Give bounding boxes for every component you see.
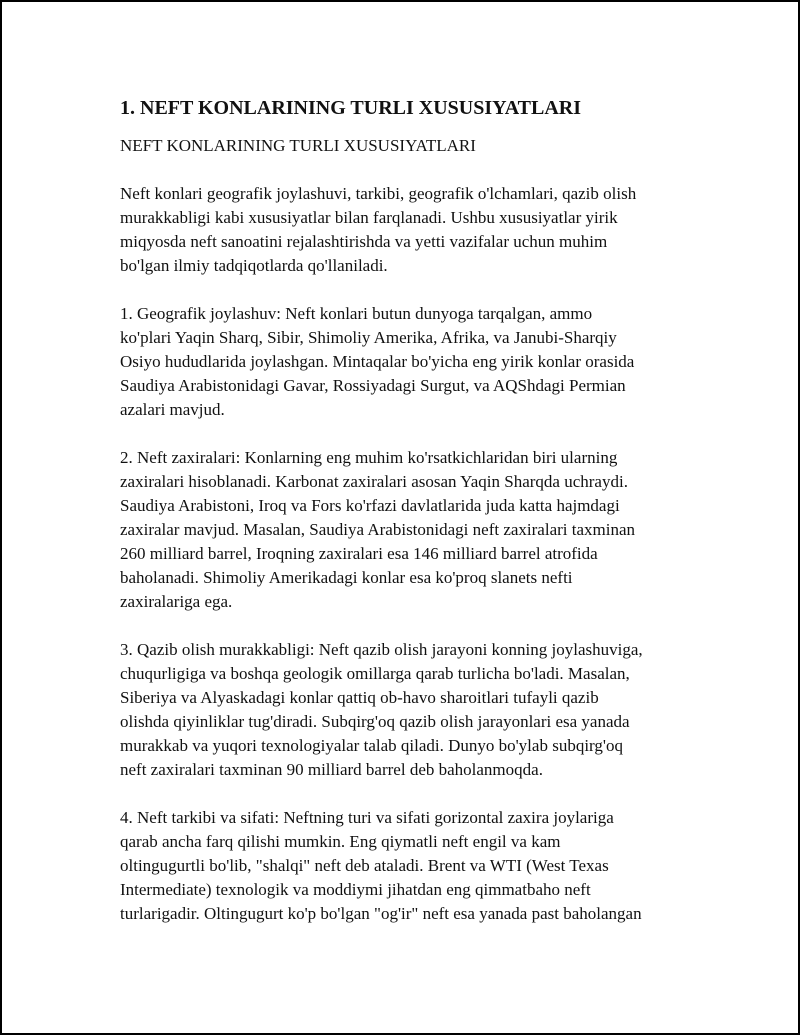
paragraph-line: ko'plari Yaqin Sharq, Sibir, Shimoliy Amerika, Afrika, va Janubi-Sharqiy (120, 328, 617, 347)
paragraph-line: Neft konlari geografik joylashuvi, tarkibi, geografik o'lchamlari, qazib olish (120, 184, 637, 203)
paragraph-line: murakkabligi kabi xususiyatlar bilan farqlanadi. Ushbu xususiyatlar yirik (120, 208, 618, 227)
paragraph-line: neft zaxiralari taxminan 90 milliard barrel deb baholanmoqda. (120, 760, 543, 779)
paragraph-composition (120, 806, 700, 926)
paragraph-line: chuqurligiga va boshqa geologik omillarga qarab turlicha bo'ladi. Masalan, (120, 664, 630, 683)
paragraph-line: zaxiralar mavjud. Masalan, Saudiya Arabistonidagi neft zaxiralari taxminan (120, 520, 636, 539)
paragraph-line: olishda qiyinliklar tug'diradi. Subqirg'oq qazib olish jarayonlari esa yanada (120, 712, 630, 731)
paragraph-line: bo'lgan ilmiy tadqiqotlarda qo'llaniladi. (120, 256, 388, 275)
paragraph-geography (120, 302, 700, 422)
paragraph-line: baholanadi. Shimoliy Amerikadagi konlar esa ko'proq slanets nefti (120, 568, 573, 587)
paragraph-line: azalari mavjud. (120, 400, 225, 419)
paragraph-line: qarab ancha farq qilishi mumkin. Eng qiymatli neft engil va kam (120, 832, 561, 851)
paragraph-line: oltingugurtli bo'lib, "shalqi" neft deb ataladi. Brent va WTI (West Texas (120, 856, 609, 875)
paragraph-line: 4. Neft tarkibi va sifati: Neftning turi va sifati gorizontal zaxira joylariga (120, 808, 614, 827)
paragraph-line: 260 milliard barrel, Iroqning zaxiralari esa 146 milliard barrel atrofida (120, 544, 598, 563)
paragraph-reserves (120, 446, 700, 614)
section-heading: 1. NEFT KONLARINING TURLI XUSUSIYATLARI (120, 97, 582, 119)
paragraph-line: miqyosda neft sanoatini rejalashtirishda va yetti vazifalar uchun muhim (120, 232, 608, 251)
paragraph-line: zaxiralariga ega. (120, 592, 233, 611)
section-subtitle: NEFT KONLARINING TURLI XUSUSIYATLARI (120, 136, 476, 155)
paragraph-extraction (120, 638, 700, 782)
paragraph-line: murakkab va yuqori texnologiyalar talab qiladi. Dunyo bo'ylab subqirg'oq (120, 736, 623, 755)
paragraph-line: 1. Geografik joylashuv: Neft konlari butun dunyoga tarqalgan, ammo (120, 304, 593, 323)
paragraph-line: 3. Qazib olish murakkabligi: Neft qazib olish jarayoni konning joylashuviga, (120, 640, 643, 659)
paragraph-line: Siberiya va Alyaskadagi konlar qattiq ob-havo sharoitlari tufayli qazib (120, 688, 599, 707)
paragraph-line: Saudiya Arabistonidagi Gavar, Rossiyadagi Surgut, va AQShdagi Permian (120, 376, 626, 395)
paragraph-line: Intermediate) texnologik va moddiymi jihatdan eng qimmatbaho neft (120, 880, 591, 899)
document-body (120, 95, 700, 926)
paragraph-line: turlarigadir. Oltingugurt ko'p bo'lgan "og'ir" neft esa yanada past baholangan (120, 904, 642, 923)
paragraph-line: zaxiralari hisoblanadi. Karbonat zaxiralari asosan Yaqin Sharqda uchraydi. (120, 472, 628, 491)
paragraph-line: Osiyo hududlarida joylashgan. Mintaqalar bo'yicha eng yirik konlar orasida (120, 352, 635, 371)
paragraph-line: 2. Neft zaxiralari: Konlarning eng muhim ko'rsatkichlaridan biri ularning (120, 448, 618, 467)
paragraph-intro (120, 182, 700, 278)
paragraph-line: Saudiya Arabistoni, Iroq va Fors ko'rfazi davlatlarida juda katta hajmdagi (120, 496, 620, 515)
